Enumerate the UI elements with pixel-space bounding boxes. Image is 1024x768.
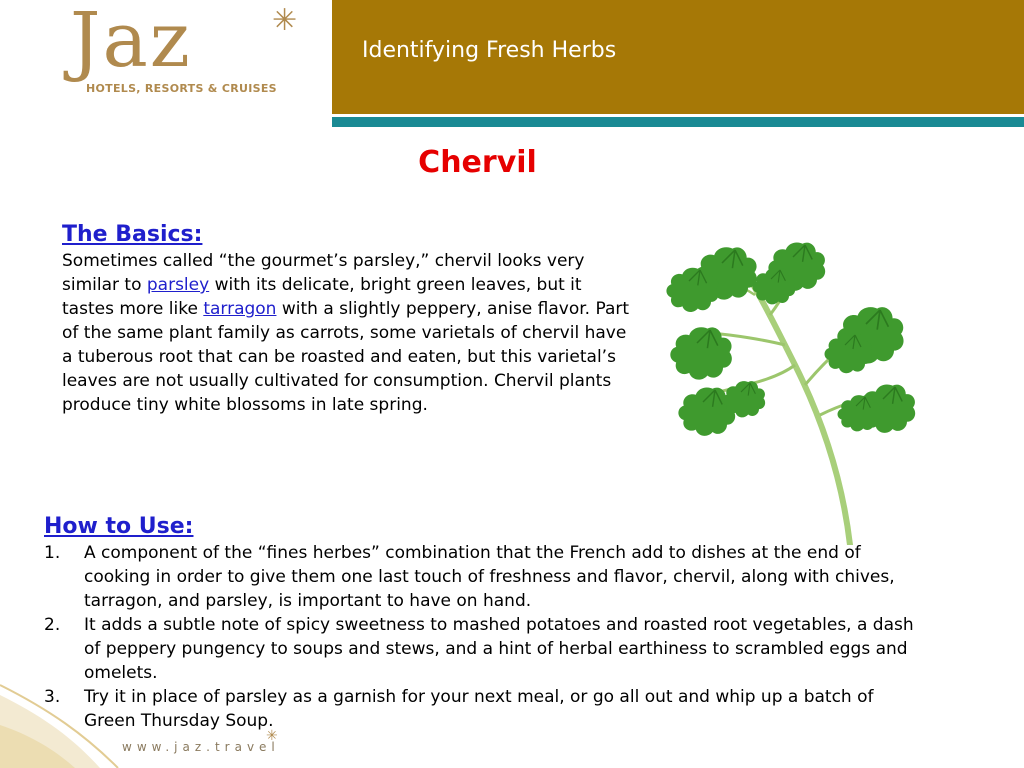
basics-text-1: Sometimes called “the gourmet’s parsley,” chervil looks very similar to	[62, 251, 585, 295]
basics-section	[62, 221, 630, 417]
logo-wordmark: Jaz	[70, 0, 192, 84]
footer-url[interactable]: www.jaz.travel	[122, 740, 280, 754]
list-item-number: 1.	[44, 543, 61, 563]
how-to-use-section	[44, 513, 924, 733]
chervil-image	[655, 215, 930, 545]
logo-star-icon: ✳	[272, 3, 298, 38]
how-to-use-heading[interactable]: How to Use:	[44, 514, 194, 539]
slide-title: Chervil	[418, 145, 537, 180]
basics-paragraph	[62, 249, 630, 417]
how-to-use-list	[44, 541, 924, 733]
basics-text-2: with its delicate, bright green leaves, but it tastes more like	[62, 275, 582, 319]
tarragon-link[interactable]: tarragon	[203, 299, 277, 319]
footer-decoration	[0, 675, 120, 768]
basics-text-3: with a slightly peppery, anise flavor. Part of the same plant family as carrots, some varietals of chervil have a tuberous root that can be roasted and eaten, but this varietal’s leaves are not usually cultivated for consumption. Chervil plants produce tiny white blossoms in late spring.	[62, 299, 630, 415]
basics-heading[interactable]: The Basics:	[62, 222, 203, 247]
list-item-number: 2.	[44, 615, 61, 635]
list-item-text: Try it in place of parsley as a garnish for your next meal, or go all out and whip up a batch of Green Thursday Soup.	[84, 687, 874, 731]
logo-subtitle: HOTELS, RESORTS & CRUISES	[86, 82, 277, 95]
header-title: Identifying Fresh Herbs	[362, 38, 617, 63]
header-divider	[332, 117, 1024, 127]
list-item-number: 3.	[44, 687, 61, 707]
footer-star-icon: ✳	[266, 728, 278, 744]
list-item	[44, 541, 924, 613]
list-item-text: A component of the “fines herbes” combination that the French add to dishes at the end of cooking in order to give them one last touch of freshness and flavor, chervil, along with chives, tarragon, and parsley, is important to have on hand.	[84, 543, 895, 611]
list-item	[44, 685, 924, 733]
jaz-logo	[0, 0, 330, 128]
list-item-text: It adds a subtle note of spicy sweetness to mashed potatoes and roasted root vegetables, a dash of peppery pungency to soups and stews, and a hint of herbal earthiness to scrambled eggs and omelets.	[84, 615, 914, 683]
parsley-link[interactable]: parsley	[146, 275, 210, 295]
list-item	[44, 613, 924, 685]
